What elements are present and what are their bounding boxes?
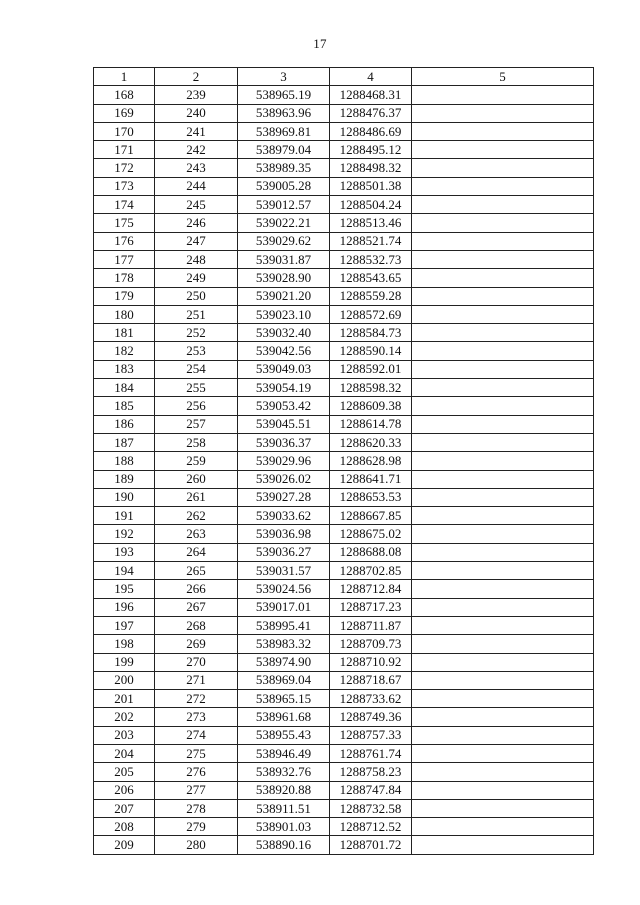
page-number: 17 [313, 36, 327, 51]
table-cell: 265 [155, 562, 238, 580]
table-cell [412, 305, 594, 323]
table-cell [412, 836, 594, 854]
table-cell [412, 653, 594, 671]
table-row [94, 763, 594, 781]
table-row [94, 159, 594, 177]
table-cell: 252 [155, 324, 238, 342]
table-cell: 538965.15 [238, 690, 330, 708]
table-row [94, 250, 594, 268]
table-cell [412, 232, 594, 250]
table-cell: 1288712.84 [330, 580, 412, 598]
table-cell: 190 [94, 488, 155, 506]
table-body [94, 86, 594, 854]
table-cell: 539053.42 [238, 397, 330, 415]
table-cell [412, 726, 594, 744]
table-row [94, 379, 594, 397]
table-cell [412, 177, 594, 195]
table-cell: 258 [155, 433, 238, 451]
table-cell: 1288468.31 [330, 86, 412, 104]
table-cell: 1288609.38 [330, 397, 412, 415]
column-header: 1 [94, 68, 155, 86]
table-cell: 178 [94, 269, 155, 287]
table-cell: 1288688.08 [330, 543, 412, 561]
table-row [94, 360, 594, 378]
table-cell: 539036.98 [238, 525, 330, 543]
table-cell [412, 397, 594, 415]
table-row [94, 525, 594, 543]
table-row [94, 86, 594, 104]
table-cell: 1288513.46 [330, 214, 412, 232]
table-cell: 168 [94, 86, 155, 104]
table-cell: 182 [94, 342, 155, 360]
table-cell: 1288501.38 [330, 177, 412, 195]
table-cell: 257 [155, 415, 238, 433]
table-cell: 266 [155, 580, 238, 598]
table-cell [412, 269, 594, 287]
table-cell: 267 [155, 598, 238, 616]
table-cell: 198 [94, 635, 155, 653]
table-cell: 1288486.69 [330, 122, 412, 140]
table-cell: 1288476.37 [330, 104, 412, 122]
table-cell: 179 [94, 287, 155, 305]
table-cell: 1288598.32 [330, 379, 412, 397]
table-cell [412, 799, 594, 817]
table-cell: 1288628.98 [330, 452, 412, 470]
table-cell: 208 [94, 818, 155, 836]
table-cell: 272 [155, 690, 238, 708]
table-cell: 273 [155, 708, 238, 726]
table-cell: 177 [94, 250, 155, 268]
table-row [94, 269, 594, 287]
table-cell: 245 [155, 196, 238, 214]
table-row [94, 616, 594, 634]
table-cell [412, 86, 594, 104]
table-row [94, 324, 594, 342]
table-row [94, 141, 594, 159]
table-cell [412, 415, 594, 433]
table-cell: 539033.62 [238, 507, 330, 525]
table-cell: 1288584.73 [330, 324, 412, 342]
table-cell: 1288559.28 [330, 287, 412, 305]
table-cell: 1288761.74 [330, 744, 412, 762]
table-cell [412, 287, 594, 305]
table-cell: 262 [155, 507, 238, 525]
table-cell: 1288718.67 [330, 671, 412, 689]
table-cell: 538955.43 [238, 726, 330, 744]
table-cell [412, 781, 594, 799]
table-cell: 539027.28 [238, 488, 330, 506]
table-cell [412, 671, 594, 689]
table-cell: 175 [94, 214, 155, 232]
table-cell: 1288757.33 [330, 726, 412, 744]
table-cell: 279 [155, 818, 238, 836]
table-cell: 277 [155, 781, 238, 799]
table-cell: 191 [94, 507, 155, 525]
table-cell: 205 [94, 763, 155, 781]
table-cell: 538965.19 [238, 86, 330, 104]
table-cell: 193 [94, 543, 155, 561]
table-cell [412, 324, 594, 342]
table-cell: 274 [155, 726, 238, 744]
table-row [94, 653, 594, 671]
table-cell: 539045.51 [238, 415, 330, 433]
table-cell [412, 818, 594, 836]
table-row [94, 122, 594, 140]
table-cell [412, 342, 594, 360]
table-cell: 539028.90 [238, 269, 330, 287]
table-row [94, 470, 594, 488]
table-cell: 1288711.87 [330, 616, 412, 634]
table-cell: 539021.20 [238, 287, 330, 305]
table-cell [412, 562, 594, 580]
table-cell: 270 [155, 653, 238, 671]
table-cell: 1288532.73 [330, 250, 412, 268]
table-cell: 1288641.71 [330, 470, 412, 488]
table-cell: 538946.49 [238, 744, 330, 762]
table-cell: 1288717.23 [330, 598, 412, 616]
column-header: 4 [330, 68, 412, 86]
table-cell [412, 616, 594, 634]
coordinates-table [93, 67, 594, 855]
table-cell: 1288667.85 [330, 507, 412, 525]
table-row [94, 287, 594, 305]
table-cell: 538974.90 [238, 653, 330, 671]
table-cell: 278 [155, 799, 238, 817]
table-cell: 184 [94, 379, 155, 397]
table-cell: 538963.96 [238, 104, 330, 122]
table-cell: 246 [155, 214, 238, 232]
table-cell: 1288710.92 [330, 653, 412, 671]
table-cell: 538983.32 [238, 635, 330, 653]
table-cell: 1288747.84 [330, 781, 412, 799]
table-row [94, 232, 594, 250]
table-cell [412, 452, 594, 470]
table-cell: 170 [94, 122, 155, 140]
table-cell: 539029.96 [238, 452, 330, 470]
table-row [94, 598, 594, 616]
table-cell: 1288498.32 [330, 159, 412, 177]
table-cell [412, 598, 594, 616]
table-row [94, 562, 594, 580]
table-row [94, 836, 594, 854]
table-cell: 271 [155, 671, 238, 689]
table-cell: 241 [155, 122, 238, 140]
table-cell: 171 [94, 141, 155, 159]
table-cell: 169 [94, 104, 155, 122]
table-row [94, 452, 594, 470]
table-cell [412, 708, 594, 726]
table-cell: 204 [94, 744, 155, 762]
table-cell [412, 141, 594, 159]
table-row [94, 799, 594, 817]
table-cell: 539032.40 [238, 324, 330, 342]
table-cell [412, 543, 594, 561]
table-cell [412, 744, 594, 762]
column-header: 2 [155, 68, 238, 86]
table-cell: 1288504.24 [330, 196, 412, 214]
table-row [94, 305, 594, 323]
table-row [94, 635, 594, 653]
table-cell: 538979.04 [238, 141, 330, 159]
table-cell: 1288702.85 [330, 562, 412, 580]
table-cell [412, 250, 594, 268]
table-cell: 259 [155, 452, 238, 470]
table-header-row [94, 68, 594, 86]
table-cell [412, 104, 594, 122]
table-cell: 253 [155, 342, 238, 360]
table-cell: 243 [155, 159, 238, 177]
table-cell: 1288733.62 [330, 690, 412, 708]
table-cell: 199 [94, 653, 155, 671]
table-cell [412, 488, 594, 506]
table-cell: 180 [94, 305, 155, 323]
table-row [94, 214, 594, 232]
table-cell: 538890.16 [238, 836, 330, 854]
table-row [94, 708, 594, 726]
table-cell: 187 [94, 433, 155, 451]
table-cell: 197 [94, 616, 155, 634]
table-cell [412, 507, 594, 525]
table-row [94, 415, 594, 433]
table-cell: 539023.10 [238, 305, 330, 323]
table-cell: 539031.87 [238, 250, 330, 268]
table-cell: 248 [155, 250, 238, 268]
table-cell: 539012.57 [238, 196, 330, 214]
table-cell: 247 [155, 232, 238, 250]
table-row [94, 818, 594, 836]
table-cell: 539049.03 [238, 360, 330, 378]
table-cell: 275 [155, 744, 238, 762]
table-cell: 1288572.69 [330, 305, 412, 323]
table-cell: 1288620.33 [330, 433, 412, 451]
table-cell: 539042.56 [238, 342, 330, 360]
table-cell: 1288675.02 [330, 525, 412, 543]
table-cell: 186 [94, 415, 155, 433]
table-cell: 176 [94, 232, 155, 250]
table-cell: 1288749.36 [330, 708, 412, 726]
table-cell [412, 635, 594, 653]
table-cell: 192 [94, 525, 155, 543]
table-cell: 239 [155, 86, 238, 104]
table-cell [412, 580, 594, 598]
table-cell: 1288758.23 [330, 763, 412, 781]
table-row [94, 507, 594, 525]
table-row [94, 177, 594, 195]
table-row [94, 726, 594, 744]
table-row [94, 104, 594, 122]
table-cell [412, 122, 594, 140]
table-cell: 240 [155, 104, 238, 122]
table-cell [412, 470, 594, 488]
table-cell: 202 [94, 708, 155, 726]
table-row [94, 690, 594, 708]
table-cell [412, 763, 594, 781]
table-row [94, 342, 594, 360]
table-cell: 539026.02 [238, 470, 330, 488]
table-cell: 1288712.52 [330, 818, 412, 836]
table-cell: 251 [155, 305, 238, 323]
table-cell: 260 [155, 470, 238, 488]
table-cell: 1288653.53 [330, 488, 412, 506]
table-cell: 1288732.58 [330, 799, 412, 817]
table-cell: 1288592.01 [330, 360, 412, 378]
table-cell: 538969.04 [238, 671, 330, 689]
table-cell: 206 [94, 781, 155, 799]
table-cell [412, 379, 594, 397]
table-cell: 1288701.72 [330, 836, 412, 854]
table-cell: 250 [155, 287, 238, 305]
table-row [94, 397, 594, 415]
table-cell: 249 [155, 269, 238, 287]
table-cell: 254 [155, 360, 238, 378]
table-cell: 1288709.73 [330, 635, 412, 653]
table-cell: 539036.27 [238, 543, 330, 561]
table-cell: 538911.51 [238, 799, 330, 817]
column-header: 3 [238, 68, 330, 86]
table-cell [412, 690, 594, 708]
table-cell: 263 [155, 525, 238, 543]
table-cell: 538969.81 [238, 122, 330, 140]
table-cell [412, 525, 594, 543]
table-cell: 173 [94, 177, 155, 195]
table-row [94, 488, 594, 506]
table-cell: 268 [155, 616, 238, 634]
table-cell: 203 [94, 726, 155, 744]
table-cell: 188 [94, 452, 155, 470]
table-cell [412, 196, 594, 214]
table-cell: 1288495.12 [330, 141, 412, 159]
table-cell: 538920.88 [238, 781, 330, 799]
table-cell: 185 [94, 397, 155, 415]
table-cell: 209 [94, 836, 155, 854]
table-cell [412, 433, 594, 451]
table-row [94, 781, 594, 799]
table-cell: 207 [94, 799, 155, 817]
column-header: 5 [412, 68, 594, 86]
table-cell: 1288543.65 [330, 269, 412, 287]
table-cell: 194 [94, 562, 155, 580]
table-cell: 172 [94, 159, 155, 177]
table-cell: 1288590.14 [330, 342, 412, 360]
table-cell: 195 [94, 580, 155, 598]
table-cell: 280 [155, 836, 238, 854]
table-row [94, 744, 594, 762]
table-cell [412, 360, 594, 378]
table-cell: 269 [155, 635, 238, 653]
table-row [94, 580, 594, 598]
table-cell [412, 159, 594, 177]
table-cell: 539029.62 [238, 232, 330, 250]
table-cell: 538989.35 [238, 159, 330, 177]
table-cell: 244 [155, 177, 238, 195]
table-cell: 189 [94, 470, 155, 488]
table-row [94, 196, 594, 214]
table-cell: 539024.56 [238, 580, 330, 598]
table-cell: 264 [155, 543, 238, 561]
table-cell: 538932.76 [238, 763, 330, 781]
table-cell: 539036.37 [238, 433, 330, 451]
table-cell: 196 [94, 598, 155, 616]
table-cell: 255 [155, 379, 238, 397]
table-cell: 1288614.78 [330, 415, 412, 433]
table-cell: 538961.68 [238, 708, 330, 726]
table-cell: 242 [155, 141, 238, 159]
table-cell: 539054.19 [238, 379, 330, 397]
table-cell: 201 [94, 690, 155, 708]
table-cell: 181 [94, 324, 155, 342]
table-cell: 539031.57 [238, 562, 330, 580]
table-cell: 539022.21 [238, 214, 330, 232]
table-cell: 538901.03 [238, 818, 330, 836]
table-cell [412, 214, 594, 232]
table-cell: 200 [94, 671, 155, 689]
table-cell: 539005.28 [238, 177, 330, 195]
table-cell: 539017.01 [238, 598, 330, 616]
table-cell: 261 [155, 488, 238, 506]
table-row [94, 543, 594, 561]
table-cell: 1288521.74 [330, 232, 412, 250]
table-cell: 276 [155, 763, 238, 781]
table-cell: 183 [94, 360, 155, 378]
table-row [94, 433, 594, 451]
table-row [94, 671, 594, 689]
table-cell: 256 [155, 397, 238, 415]
table-cell: 174 [94, 196, 155, 214]
table-cell: 538995.41 [238, 616, 330, 634]
